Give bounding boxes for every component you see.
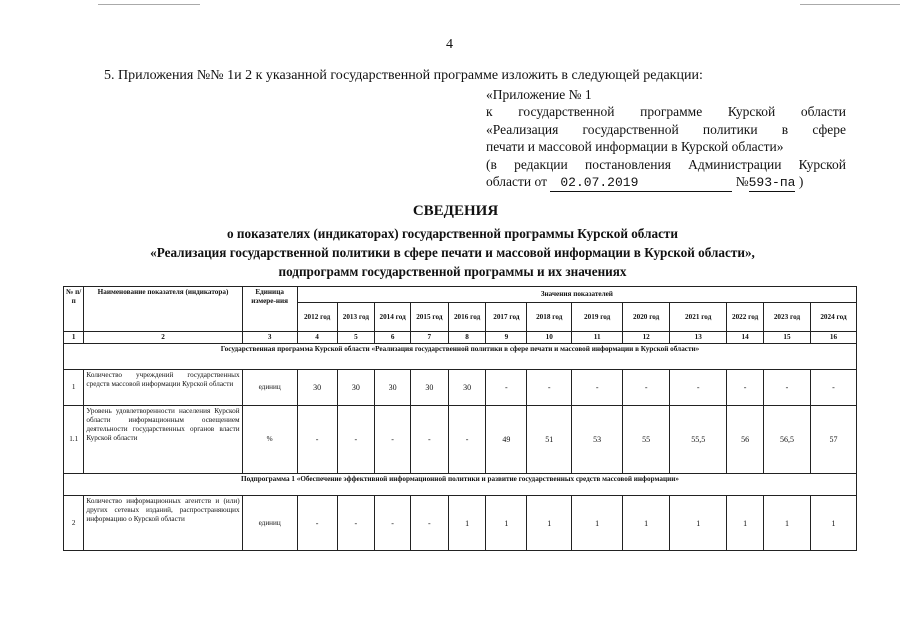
appendix-line-1: к государственной программе Курской области (486, 104, 846, 120)
value-cell: - (337, 496, 375, 551)
value-cell: - (527, 370, 572, 406)
value-cell: - (448, 406, 486, 474)
top-rule-left (98, 4, 200, 5)
header-no: № п/п (64, 287, 84, 332)
year-header: 2012 год (297, 303, 337, 332)
value-cell: 1 (670, 496, 727, 551)
column-number: 2 (84, 332, 242, 344)
value-cell: - (410, 496, 448, 551)
column-number: 5 (337, 332, 375, 344)
close-paren: ) (798, 174, 804, 190)
appendix-line-2: «Реализация государственной политики в сфере (486, 121, 846, 137)
section-row-subprogram (64, 474, 857, 496)
column-number: 4 (297, 332, 337, 344)
year-header: 2022 год (727, 303, 764, 332)
column-number: 7 (410, 332, 448, 344)
value-cell: - (297, 496, 337, 551)
page-number: 4 (446, 37, 453, 52)
column-number: 16 (810, 332, 856, 344)
section-title-subprogram: Подпрограмма 1 «Обеспечение эффективной информационной политики и развитие государственных средств массовой информации» (64, 474, 857, 496)
value-cell: 55 (623, 406, 670, 474)
value-cell: 53 (572, 406, 623, 474)
column-number: 12 (623, 332, 670, 344)
value-cell: 30 (448, 370, 486, 406)
header-values: Значения показателей (297, 287, 856, 303)
value-cell: - (486, 370, 527, 406)
appendix-date-line (486, 173, 846, 192)
heading-line-1: о показателях (индикаторах) государственной программы Курской области (227, 226, 678, 241)
year-header: 2020 год (623, 303, 670, 332)
year-header: 2014 год (375, 303, 411, 332)
column-number: 13 (670, 332, 727, 344)
column-number: 3 (242, 332, 297, 344)
year-header: 2019 год (572, 303, 623, 332)
table-header-row-1 (64, 287, 857, 303)
year-header: 2024 год (810, 303, 856, 332)
heading-title: СВЕДЕНИЯ (412, 203, 499, 219)
heading-line-3: подпрограмм государственной программы и их значениях (278, 264, 627, 279)
appendix-block (486, 86, 846, 192)
value-cell: 30 (337, 370, 375, 406)
value-cell: - (337, 406, 375, 474)
resolution-number: 593-па (749, 174, 796, 192)
indicator-name: Количество учреждений государственных средств массовой информации Курской области (84, 370, 242, 406)
year-header: 2021 год (670, 303, 727, 332)
value-cell: 1 (727, 496, 764, 551)
value-cell: 57 (810, 406, 856, 474)
value-cell: 49 (486, 406, 527, 474)
intro-paragraph: 5. Приложения №№ 1и 2 к указанной государственной программе изложить в следующей редакции: (104, 68, 703, 83)
year-header: 2015 год (410, 303, 448, 332)
date-prefix: области от (486, 174, 547, 190)
value-cell: - (623, 370, 670, 406)
value-cell: - (297, 406, 337, 474)
column-number: 6 (375, 332, 411, 344)
top-rule-right (800, 4, 900, 5)
table-row (64, 370, 857, 406)
column-number: 9 (486, 332, 527, 344)
year-header: 2018 год (527, 303, 572, 332)
indicator-name: Количество информационных агентств и (или) других сетевых изданий, распространяющих информацию о Курской области (84, 496, 242, 551)
value-cell: - (375, 496, 411, 551)
value-cell: 30 (375, 370, 411, 406)
column-number: 14 (727, 332, 764, 344)
year-header: 2013 год (337, 303, 375, 332)
value-cell: 1 (527, 496, 572, 551)
value-cell: 1 (810, 496, 856, 551)
value-cell: - (572, 370, 623, 406)
column-numbers-row (64, 332, 857, 344)
column-number: 1 (64, 332, 84, 344)
header-name: Наименование показателя (индикатора) (84, 287, 242, 332)
section-title-program: Государственная программа Курской области «Реализация государственной политики в сфере печати и массовой информации в Курской области» (64, 344, 857, 370)
value-cell: 1 (572, 496, 623, 551)
appendix-title: «Приложение № 1 (486, 87, 592, 102)
column-number: 11 (572, 332, 623, 344)
heading-line-2: «Реализация государственной политики в сфере печати и массовой информации в Курской области», (150, 245, 755, 260)
value-cell: 30 (297, 370, 337, 406)
row-number: 1.1 (64, 406, 84, 474)
value-cell: - (410, 406, 448, 474)
table-row (64, 406, 857, 474)
unit-cell: единиц (242, 370, 297, 406)
value-cell: 51 (527, 406, 572, 474)
column-number: 10 (527, 332, 572, 344)
row-number: 1 (64, 370, 84, 406)
value-cell: 1 (486, 496, 527, 551)
number-prefix: № (735, 174, 749, 190)
column-number: 15 (764, 332, 811, 344)
appendix-line-3: печати и массовой информации в Курской области» (486, 139, 784, 155)
row-number: 2 (64, 496, 84, 551)
value-cell: - (727, 370, 764, 406)
value-cell: 1 (764, 496, 811, 551)
indicator-name: Уровень удовлетворенности населения Курской области информационным освещением деятельности государственных органов власти Курской области (84, 406, 242, 474)
appendix-line-4: (в редакции постановления Администрации Курской (486, 156, 846, 172)
unit-cell: % (242, 406, 297, 474)
year-header: 2017 год (486, 303, 527, 332)
column-number: 8 (448, 332, 486, 344)
section-row-program (64, 344, 857, 370)
table-row (64, 496, 857, 551)
value-cell: - (670, 370, 727, 406)
value-cell: 56,5 (764, 406, 811, 474)
value-cell: 56 (727, 406, 764, 474)
value-cell: - (764, 370, 811, 406)
value-cell: 55,5 (670, 406, 727, 474)
value-cell: 1 (623, 496, 670, 551)
value-cell: 30 (410, 370, 448, 406)
year-header: 2016 год (448, 303, 486, 332)
indicators-table (63, 286, 857, 551)
value-cell: 1 (448, 496, 486, 551)
resolution-date: 02.07.2019 (550, 174, 732, 192)
value-cell: - (375, 406, 411, 474)
value-cell: - (810, 370, 856, 406)
unit-cell: единиц (242, 496, 297, 551)
header-unit: Единица измере-ния (242, 287, 297, 332)
year-header: 2023 год (764, 303, 811, 332)
